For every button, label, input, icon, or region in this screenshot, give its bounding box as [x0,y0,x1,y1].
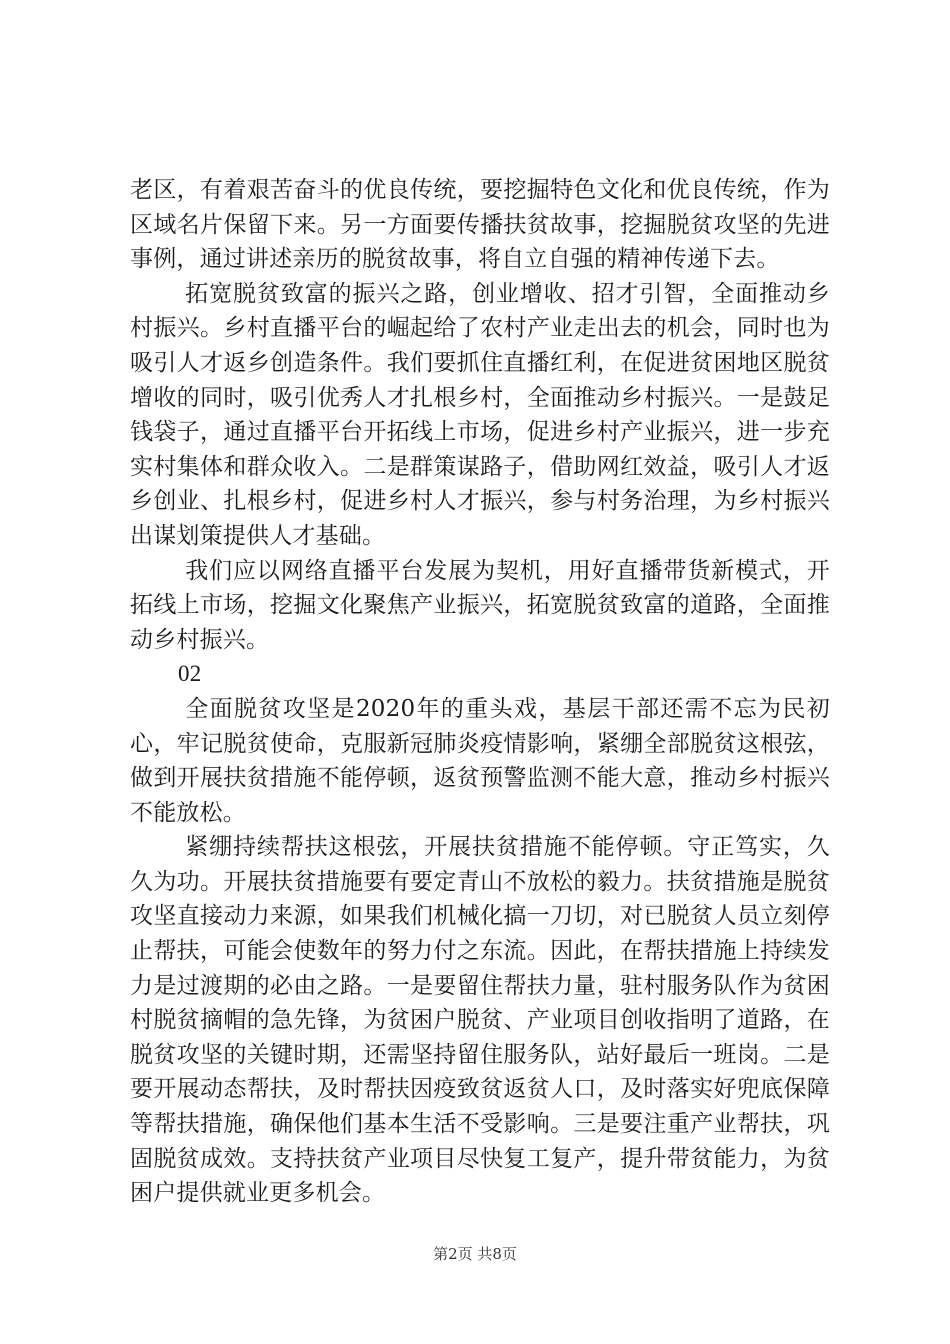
paragraph-poverty-alleviation-intro: 全面脱贫攻坚是2020年的重头戏，基层干部还需不忘为民初心，牢记脱贫使命，克服新冠肺炎疫情影响，紧绷全部脱贫这根弦，做到开展扶贫措施不能停顿，返贫预警监测不能大意，推动乡村振兴不能放松。 [130,695,830,826]
page-footer: 第2页 共8页 [433,1245,517,1263]
paragraph-continued-assistance: 紧绷持续帮扶这根弦，开展扶贫措施不能停顿。守正笃实，久久为功。开展扶贫措施要有要定青山不放松的毅力。扶贫措施是脱贫攻坚直接动力来源，如果我们机械化搞一刀切，对已脱贫人员立刻停止帮扶，可能会使数年的努力付之东流。因此，在帮扶措施上持续发力是过渡期的必由之路。一是要留住帮扶力量，驻村服务队作为贫困村脱贫摘帽的急先锋，为贫困户脱贫、产业项目创收指明了道路，在脱贫攻坚的关键时期，还需坚持留住服务队，站好最后一班岗。二是要开展动态帮扶，及时帮扶因疫致贫返贫人口，及时落实好兜底保障等帮扶措施，确保他们基本生活不受影响。三是要注重产业帮扶，巩固脱贫成效。支持扶贫产业项目尽快复工复产，提升带贫能力，为贫困户提供就业更多机会。 [130,834,830,1207]
paragraph-conclusion: 我们应以网络直播平台发展为契机，用好直播带货新模式，开拓线上市场，挖掘文化聚焦产业振兴，拓宽脱贫致富的道路，全面推动乡村振兴。 [130,557,830,653]
document-body [130,173,830,1211]
paragraph-live-streaming-revitalization: 拓宽脱贫致富的振兴之路，创业增收、招才引智，全面推动乡村振兴。乡村直播平台的崛起给了农村产业走出去的机会，同时也为吸引人才返乡创造条件。我们要抓住直播红利，在促进贫困地区脱贫增收的同时，吸引优秀人才扎根乡村，全面推动乡村振兴。一是鼓足钱袋子，通过直播平台开拓线上市场，促进乡村产业振兴，进一步充实村集体和群众收入。二是群策谋路子，借助网红效益，吸引人才返乡创业、扎根乡村，促进乡村人才振兴，参与村务治理，为乡村振兴出谋划策提供人才基础。 [130,280,830,549]
section-number: 02 [178,661,202,687]
paragraph-continuation: 老区，有着艰苦奋斗的优良传统，要挖掘特色文化和优良传统，作为区域名片保留下来。另一方面要传播扶贫故事，挖掘脱贫攻坚的先进事例，通过讲述亲历的脱贫故事，将自立自强的精神传递下去。 [130,177,830,273]
